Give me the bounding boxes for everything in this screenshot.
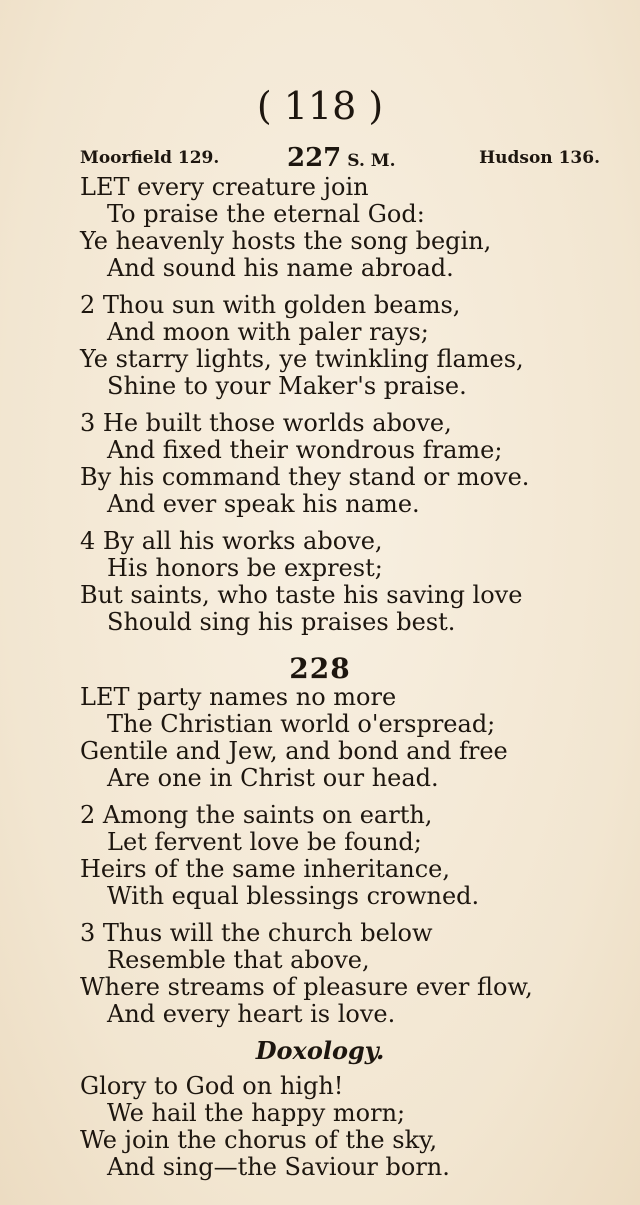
hymn-line: Heirs of the same inheritance, bbox=[80, 855, 450, 883]
hymn-line: 4 By all his works above, bbox=[80, 527, 383, 555]
hymn-227-number-meter bbox=[287, 143, 396, 173]
hymn-line: 2 Thou sun with golden beams, bbox=[80, 291, 461, 319]
hymn-line: Ye starry lights, ye twinkling flames, bbox=[80, 345, 524, 373]
hymn-line: And moon with paler rays; bbox=[107, 318, 429, 346]
doxology-line: We hail the happy morn; bbox=[107, 1099, 406, 1127]
doxology-line: And sing—the Saviour born. bbox=[107, 1153, 450, 1181]
hymn-line: With equal blessings crowned. bbox=[107, 882, 480, 910]
hymn-line: But saints, who taste his saving love bbox=[80, 581, 523, 609]
hymn-line: The Christian world o'erspread; bbox=[107, 710, 496, 738]
hymn-line: To praise the eternal God: bbox=[107, 200, 425, 228]
hymn-line: 2 Among the saints on earth, bbox=[80, 801, 433, 829]
hymn-line: 3 He built those worlds above, bbox=[80, 409, 452, 437]
hymn-line: Let fervent love be found; bbox=[107, 828, 422, 856]
hymn-line: And fixed their wondrous frame; bbox=[107, 436, 503, 464]
hymn-line: And ever speak his name. bbox=[107, 490, 420, 518]
hymn-meter: S. M. bbox=[347, 151, 396, 171]
hymn-line: Are one in Christ our head. bbox=[107, 764, 439, 792]
hymn-line: LET party names no more bbox=[80, 683, 397, 711]
hymn-line: 3 Thus will the church below bbox=[80, 919, 433, 947]
hymn-line: Where streams of pleasure ever flow, bbox=[80, 973, 533, 1001]
page-number: ( 118 ) bbox=[256, 84, 384, 128]
hymn-line: By his command they stand or move. bbox=[80, 463, 530, 491]
hymn-line: Resemble that above, bbox=[107, 946, 370, 974]
hymn-line: LET every creature join bbox=[80, 173, 369, 201]
doxology-line: We join the chorus of the sky, bbox=[80, 1126, 438, 1154]
doxology-line: Glory to God on high! bbox=[80, 1072, 344, 1100]
hymn-228-number: 228 bbox=[289, 652, 351, 685]
hymn-line: Ye heavenly hosts the song begin, bbox=[80, 227, 492, 255]
hymn-line: Shine to your Maker's praise. bbox=[107, 372, 467, 400]
hymn-line: Gentile and Jew, and bond and free bbox=[80, 737, 508, 765]
tune-left: Moorfield 129. bbox=[80, 148, 220, 168]
hymn-line: And every heart is love. bbox=[107, 1000, 396, 1028]
tune-right: Hudson 136. bbox=[479, 148, 600, 168]
hymn-227-header bbox=[80, 143, 600, 173]
hymn-line: Should sing his praises best. bbox=[107, 608, 456, 636]
hymn-line: And sound his name abroad. bbox=[107, 254, 454, 282]
hymn-line: His honors be exprest; bbox=[107, 554, 383, 582]
doxology-title: Doxology. bbox=[255, 1036, 385, 1065]
hymn-number: 227 bbox=[287, 143, 342, 173]
